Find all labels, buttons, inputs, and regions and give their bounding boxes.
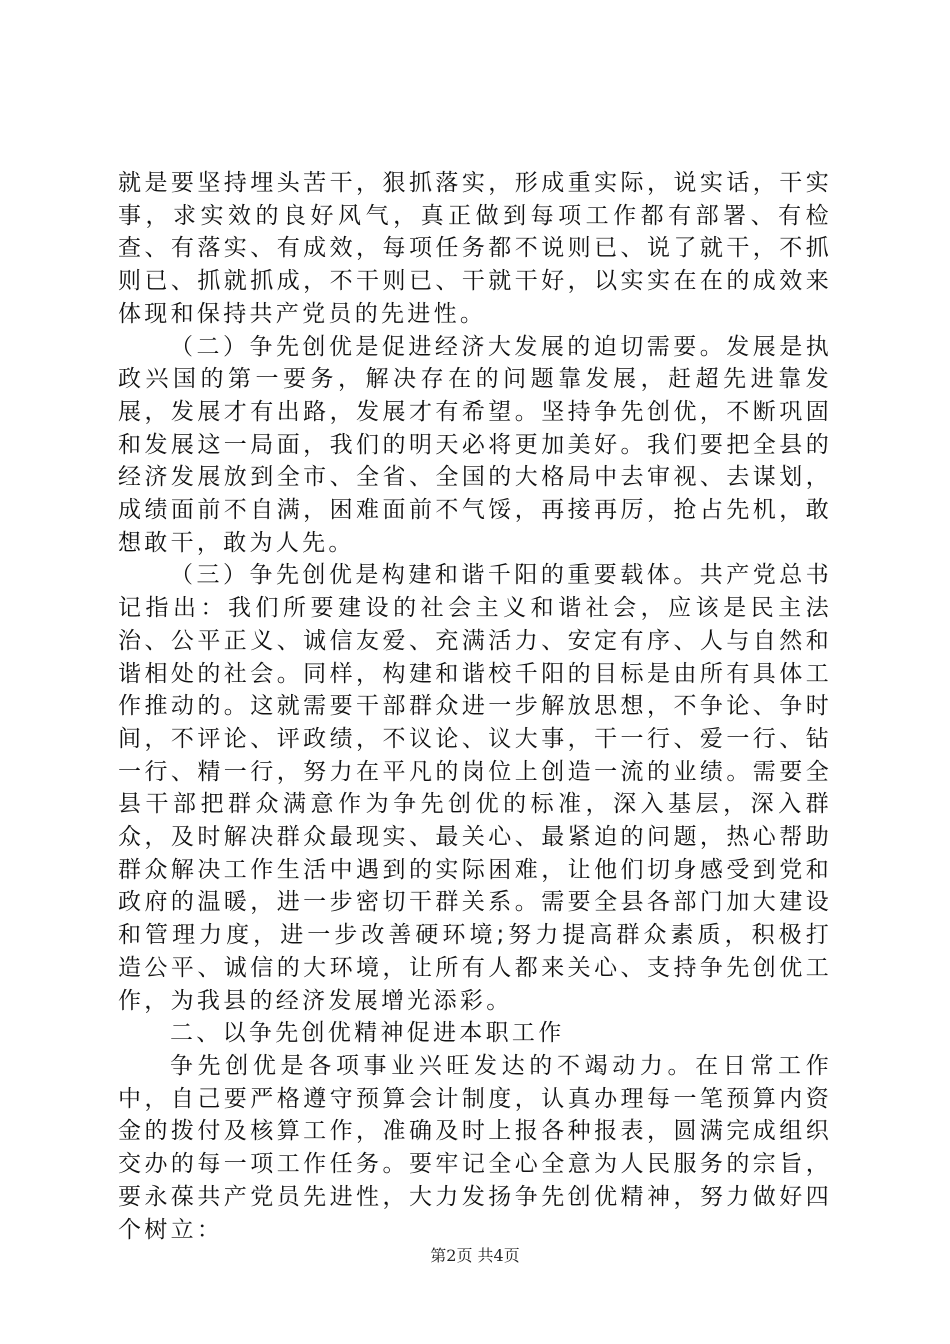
paragraph-section-two: （二）争先创优是促进经济大发展的迫切需要。发展是执政兴国的第一要务，解决存在的问题靠发展，赶超先进靠发展，发展才有出路，发展才有希望。坚持争先创优，不断巩固和发展这一局面，我们的明天必将更加美好。我们要把全县的经济发展放到全市、全省、全国的大格局中去审视、去谋划，成绩面前不自满，困难面前不气馁，再接再厉，抢占先机，敢想敢干，敢为人先。 — [118, 333, 832, 556]
document-body — [118, 167, 832, 1246]
section-heading: 二、以争先创优精神促进本职工作 — [170, 1020, 565, 1047]
page-footer: 第2页 共4页 — [430, 1246, 520, 1265]
paragraph-section-three: （三）争先创优是构建和谐千阳的重要载体。共产党总书记指出：我们所要建设的社会主义和谐社会，应该是民主法治、公平正义、诚信友爱、充满活力、安定有序、人与自然和谐相处的社会。同样，构建和谐校千阳的目标是由所有具体工作推动的。这就需要干部群众进一步解放思想，不争论、争时间，不评论、评政绩，不议论、议大事，干一行、爱一行、钻一行、精一行，努力在平凡的岗位上创造一流的业绩。需要全县干部把群众满意作为争先创优的标准，深入基层，深入群众，及时解决群众最现实、最关心、最紧迫的问题，热心帮助群众解决工作生活中遇到的实际困难，让他们切身感受到党和政府的温暖，进一步密切干群关系。需要全县各部门加大建设和管理力度，进一步改善硬环境;努力提高群众素质，积极打造公平、诚信的大环境，让所有人都来关心、支持争先创优工作，为我县的经济发展增光添彩。 — [118, 562, 832, 1014]
paragraph-work: 争先创优是各项事业兴旺发达的不竭动力。在日常工作中，自己要严格遵守预算会计制度，认真办理每一笔预算内资金的拨付及核算工作，准确及时上报各种报表，圆满完成组织交办的每一项工作任务。要牢记全心全意为人民服务的宗旨，要永葆共产党员先进性，大力发扬争先创优精神，努力做好四个树立： — [118, 1052, 832, 1243]
paragraph-continuation: 就是要坚持埋头苦干，狠抓落实，形成重实际，说实话，干实事，求实效的良好风气，真正做到每项工作都有部署、有检查、有落实、有成效，每项任务都不说则已、说了就干，不抓则已、抓就抓成，不干则已、干就干好，以实实在在的成效来体现和保持共产党员的先进性。 — [118, 170, 832, 327]
